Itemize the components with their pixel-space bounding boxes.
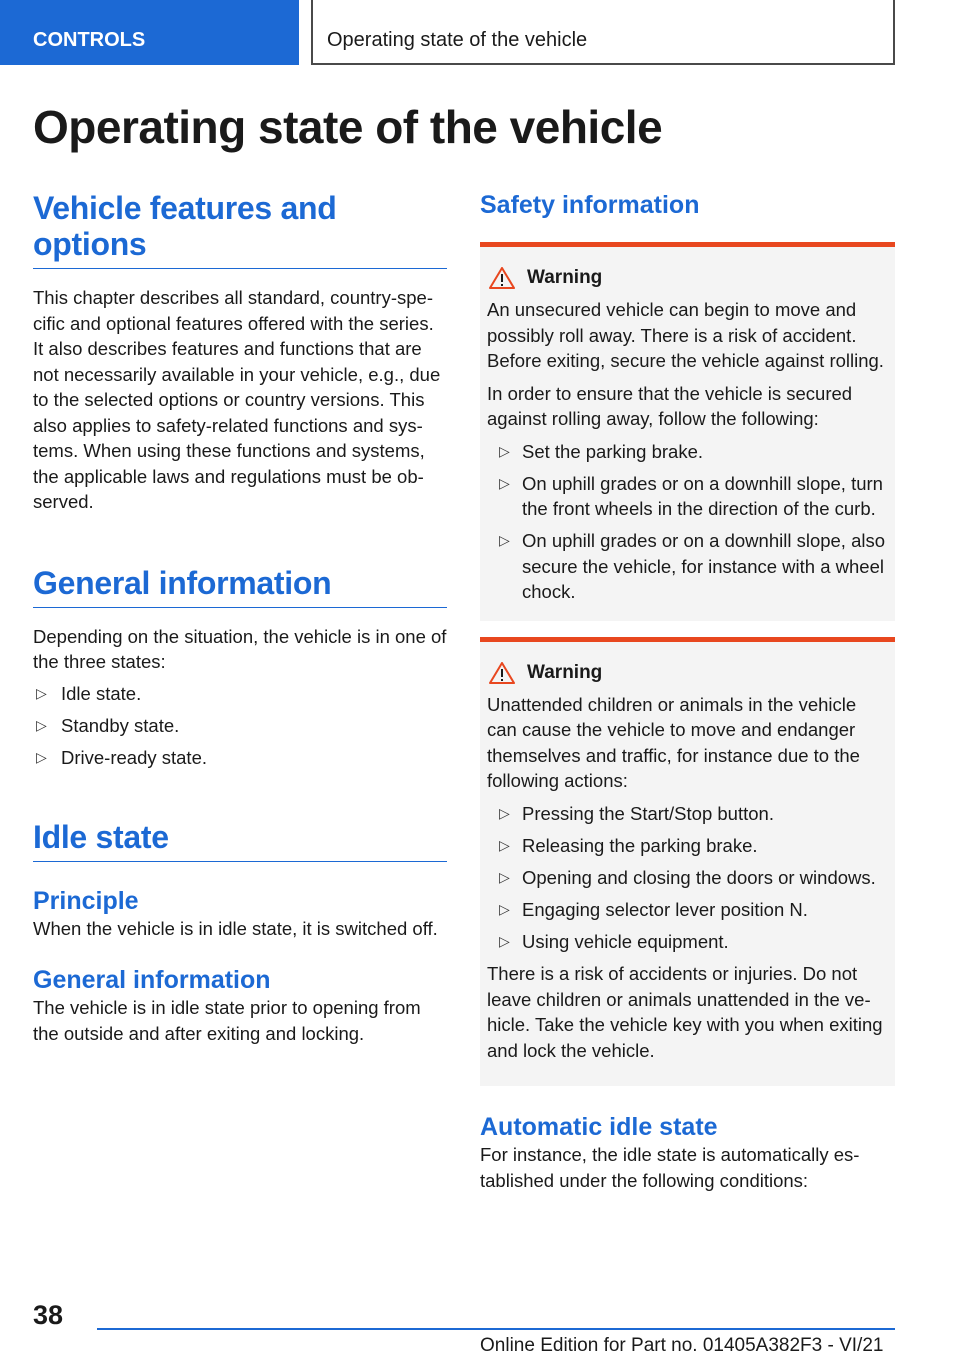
warning-box [480,242,895,621]
safety-heading: Safety information [480,191,700,219]
features-heading: Vehicle features and options [33,190,447,269]
warning-text: There is a risk of accidents or injuries. Do not leave children or animals unattended in the vehicle. Take the vehicle key with you when exiting and lock the vehicle. [487,963,883,1061]
list-item: ▷ On uphill grades or on a downhill slope, also secure the vehicle, for instance with a wheel chock. [499,530,886,602]
auto-idle-heading: Automatic idle state [480,1113,718,1141]
page-title: Operating state of the vehicle [33,101,663,153]
triangle-bullet-icon: ▷ [499,532,510,548]
triangle-bullet-icon: ▷ [499,900,510,917]
warning-title: Warning [527,661,603,683]
left-column [33,190,447,1046]
warning-title: Warning [527,267,603,288]
triangle-bullet-icon: ▷ [499,836,510,853]
features-text: This chapter describes all standard, country-specific and optional features offered with the series. It also describes features and functions that are not necessarily available in your vehicle, e.g., due to the selected options or country versions. This also applies to safety-related functions and systems. When using these functions and systems, the applicable laws and regulations must be observed. [33,287,441,512]
warning-list [487,801,887,955]
triangle-bullet-icon: ▷ [499,804,510,821]
footer-divider [97,1328,895,1330]
list-item: ▷ On uphill grades or on a downhill slope, turn the front wheels in the direction of the curb. [499,472,883,519]
auto-idle-text: For instance, the idle state is automatically established under the following conditions: [480,1144,860,1191]
warning-text: Unattended children or animals in the vehicle can cause the vehicle to move and endanger themselves and traffic, for instance due to the following actions: [487,693,860,791]
warning-header [489,662,887,684]
idle-heading: Idle state [33,819,447,862]
list-item: ▷ Idle state. [33,681,447,707]
warning-list [487,439,887,605]
list-item: ▷ Pressing the Start/Stop button. [487,801,887,827]
list-item: ▷ Opening and closing the doors or windows. [487,865,887,891]
list-item: ▷ Using vehicle equipment. [487,929,887,955]
states-list [33,681,447,771]
triangle-bullet-icon: ▷ [36,717,47,733]
triangle-bullet-icon: ▷ [499,932,510,949]
general-text: Depending on the situation, the vehicle is in one of the three states: [33,625,447,672]
triangle-bullet-icon: ▷ [36,685,47,701]
topic-label: Operating state of the vehicle [327,29,588,51]
idle-general-heading: General information [33,966,271,994]
principle-text: When the vehicle is in idle state, it is switched off. [33,917,438,939]
topic-header [311,0,895,65]
triangle-bullet-icon: ▷ [499,474,510,491]
warning-box [480,637,895,1087]
triangle-bullet-icon: ▷ [499,442,510,459]
page-number: 38 [33,1300,64,1330]
warning-triangle-icon [489,662,515,684]
triangle-bullet-icon: ▷ [499,868,510,885]
list-item: ▷ Drive-ready state. [33,745,447,771]
edition-note: Online Edition for Part no. 01405A382F3 - VI/21 [480,1335,884,1356]
list-item: ▷ Releasing the parking brake. [487,833,887,859]
section-tab [0,0,299,65]
general-heading: General information [33,565,447,608]
list-item: ▷ Standby state. [33,713,447,739]
list-item: ▷ Engaging selector lever position N. [487,897,887,923]
triangle-bullet-icon: ▷ [36,749,47,765]
principle-heading: Principle [33,886,139,915]
list-item: ▷ Set the parking brake. [487,439,887,465]
section-label: CONTROLS [33,29,146,51]
warning-text: An unsecured vehicle can begin to move and possibly roll away. There is a risk of accident. Before exiting, secure the vehicle against rolling. [487,299,884,371]
warning-triangle-icon [489,267,515,289]
right-column [480,190,895,1193]
warning-text: In order to ensure that the vehicle is secured against rolling away, follow the following: [487,382,853,429]
idle-general-text: The vehicle is in idle state prior to opening from the outside and after exiting and locking. [33,997,421,1044]
warning-header [489,267,887,289]
